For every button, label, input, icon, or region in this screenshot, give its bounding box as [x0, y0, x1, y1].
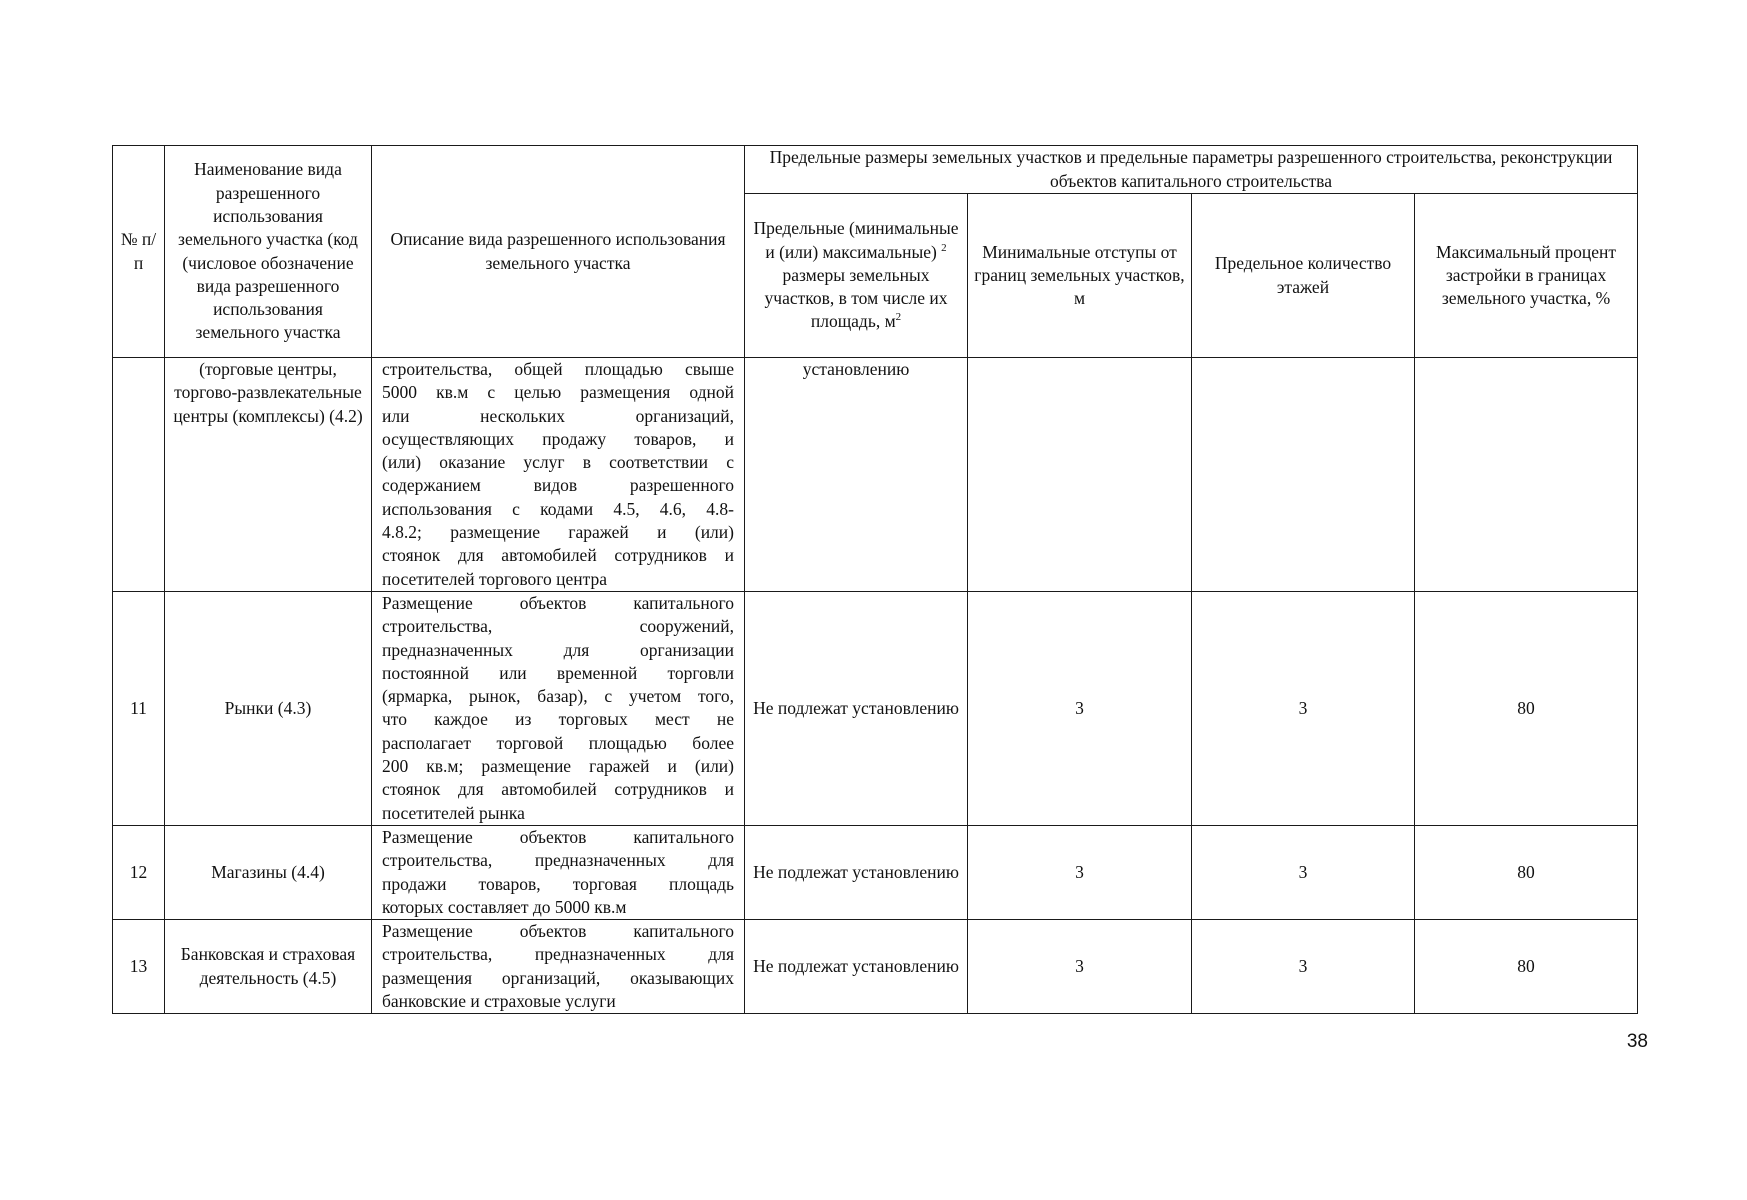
header-use-type-name: Наименование вида разрешенного использования земельного участка (код (числовое обозначение вида разрешенного использования земельного участка [165, 146, 372, 358]
description-line: строительства, общей площадью свыше [382, 359, 734, 379]
description-line: 200 кв.м; размещение гаражей и (или) [382, 756, 734, 777]
row-min-setback: 3 [968, 920, 1192, 1014]
description-line: Размещение объектов капитального [382, 921, 734, 942]
page-number: 38 [1626, 1031, 1648, 1052]
row-floor-limit: 3 [1192, 592, 1415, 826]
row-use-type-name: (торговые центры, торгово-развлекательные центры (комплексы) (4.2) [165, 358, 372, 592]
row-number: 11 [113, 592, 165, 826]
row-min-setback [968, 358, 1192, 592]
land-use-regulations-table [112, 145, 1638, 1014]
description-line: строительства, сооружений, [382, 616, 734, 637]
row-plot-size: установлению [745, 358, 968, 592]
header-number: № п/п [113, 146, 165, 358]
description-line: или нескольких организаций, [382, 405, 734, 426]
description-line: использования с кодами 4.5, 4.6, 4.8- [382, 498, 734, 519]
description-line: осуществляющих продажу товаров, и [382, 428, 734, 449]
header-plot-size-sup2: 2 [895, 311, 902, 324]
description-line: что каждое из торговых мест не [382, 709, 734, 730]
row-number: 13 [113, 920, 165, 1014]
row-use-type-name: Банковская и страховая деятельность (4.5) [165, 920, 372, 1014]
description-line: 5000 кв.м с целью размещения одной [382, 382, 734, 403]
header-floor-limit: Предельное количество этажей [1192, 194, 1415, 358]
row-plot-size: Не подлежат установлению [745, 920, 968, 1014]
row-floor-limit: 3 [1192, 920, 1415, 1014]
description-line: содержанием видов разрешенного [382, 475, 734, 496]
table-row [113, 592, 1638, 826]
table-row [113, 358, 1638, 592]
header-parameters-group: Предельные размеры земельных участков и предельные параметры разрешенного строительства, реконструкции объектов капитального строительства [745, 146, 1638, 194]
row-use-type-name: Магазины (4.4) [165, 826, 372, 920]
row-use-type-name: Рынки (4.3) [165, 592, 372, 826]
description-line: размещения организаций, оказывающих [382, 967, 734, 988]
description-line: (ярмарка, рынок, базар), с учетом того, [382, 686, 734, 707]
description-line: располагает торговой площадью более [382, 732, 734, 753]
row-max-coverage: 80 [1415, 592, 1638, 826]
row-number: 12 [113, 826, 165, 920]
header-plot-size-sup1: 2 [941, 241, 947, 254]
row-description [372, 920, 745, 1014]
row-min-setback: 3 [968, 826, 1192, 920]
row-description [372, 592, 745, 826]
header-plot-size-main: Предельные (минимальные и (или) максимальные) [753, 218, 959, 262]
row-max-coverage: 80 [1415, 920, 1638, 1014]
header-plot-size [745, 194, 968, 358]
row-number [113, 358, 165, 592]
table-row [113, 826, 1638, 920]
row-description [372, 358, 745, 592]
description-line: которых составляет до 5000 кв.м [382, 896, 627, 917]
description-line: посетителей торгового центра [382, 568, 608, 589]
description-line: стоянок для автомобилей сотрудников и [382, 779, 734, 800]
header-max-coverage: Максимальный процент застройки в границах земельного участка, % [1415, 194, 1638, 358]
description-line: Размещение объектов капитального [382, 593, 734, 613]
row-description [372, 826, 745, 920]
description-line: постоянной или временной торговли [382, 662, 734, 683]
table-row [113, 920, 1638, 1014]
header-use-description: Описание вида разрешенного использования земельного участка [372, 146, 745, 358]
description-line: строительства, предназначенных для [382, 944, 734, 965]
header-min-setback: Минимальные отступы от границ земельных участков, м [968, 194, 1192, 358]
row-floor-limit [1192, 358, 1415, 592]
row-floor-limit: 3 [1192, 826, 1415, 920]
description-line: 4.8.2; размещение гаражей и (или) [382, 522, 734, 543]
description-line: (или) оказание услуг в соответствии с [382, 452, 734, 473]
description-line: стоянок для автомобилей сотрудников и [382, 545, 734, 566]
description-line: продажи товаров, торговая площадь [382, 873, 734, 894]
description-line: строительства, предназначенных для [382, 850, 734, 871]
row-plot-size: Не подлежат установлению [745, 826, 968, 920]
header-plot-size-tail: размеры земельных участков, в том числе их площадь, м [764, 264, 948, 332]
description-line: Размещение объектов капитального [382, 827, 734, 847]
description-line: банковские и страховые услуги [382, 991, 616, 1012]
row-max-coverage [1415, 358, 1638, 592]
row-max-coverage: 80 [1415, 826, 1638, 920]
description-line: предназначенных для организации [382, 639, 734, 660]
description-line: посетителей рынка [382, 802, 525, 823]
row-plot-size: Не подлежат установлению [745, 592, 968, 826]
row-min-setback: 3 [968, 592, 1192, 826]
